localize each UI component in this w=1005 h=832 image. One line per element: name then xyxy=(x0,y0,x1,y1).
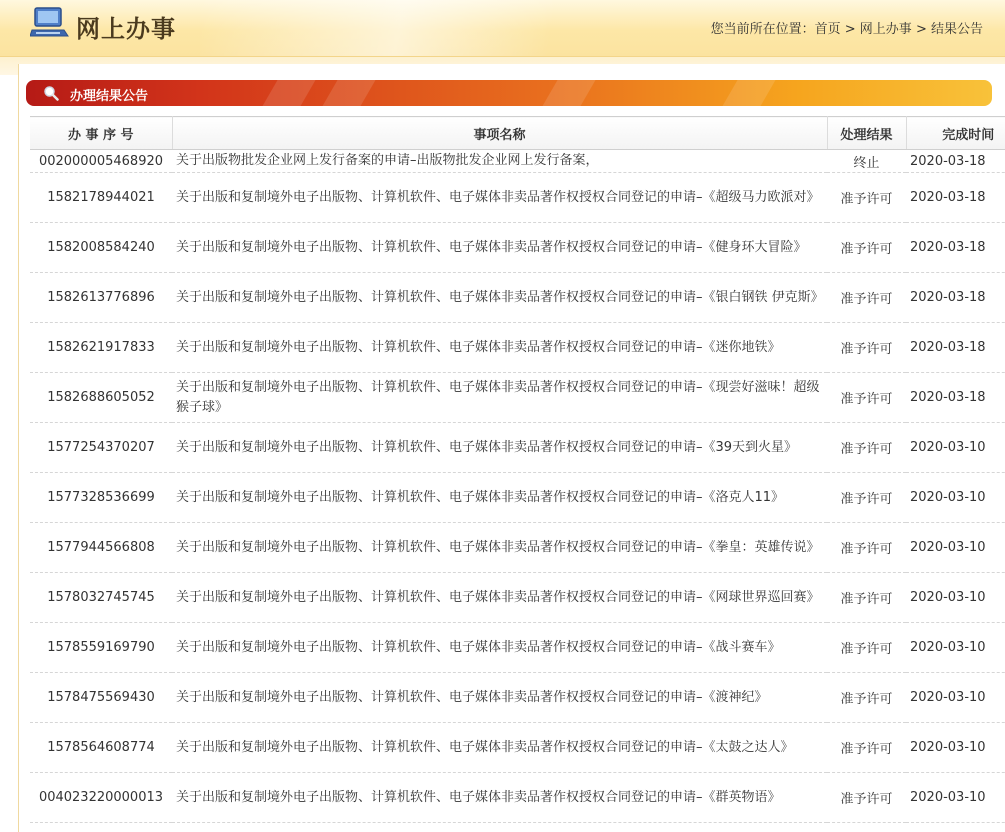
cell-id: 1582621917833 xyxy=(30,323,172,373)
table-row xyxy=(30,323,1005,373)
results-table xyxy=(30,116,1005,823)
cell-time: 2020-03-10 xyxy=(906,673,1005,723)
table-row xyxy=(30,273,1005,323)
table-row xyxy=(30,173,1005,223)
cell-item-name-link[interactable]: 关于出版和复制境外电子出版物、计算机软件、电子媒体非卖品著作权授权合同登记的申请–《39天到火星》 xyxy=(172,423,827,473)
column-header-time: 完成时间 xyxy=(906,117,1005,150)
cell-item-name-link[interactable]: 关于出版和复制境外电子出版物、计算机软件、电子媒体非卖品著作权授权合同登记的申请–《健身环大冒险》 xyxy=(172,223,827,273)
search-icon xyxy=(43,85,59,101)
table-row xyxy=(30,373,1005,423)
cell-time: 2020-03-18 xyxy=(906,173,1005,223)
table-row xyxy=(30,223,1005,273)
cell-result: 准予许可 xyxy=(827,773,906,823)
cell-result: 准予许可 xyxy=(827,523,906,573)
cell-result: 准予许可 xyxy=(827,573,906,623)
cell-item-name-link[interactable]: 关于出版和复制境外电子出版物、计算机软件、电子媒体非卖品著作权授权合同登记的申请–《迷你地铁》 xyxy=(172,323,827,373)
cell-item-name-link[interactable]: 关于出版和复制境外电子出版物、计算机软件、电子媒体非卖品著作权授权合同登记的申请–《渡神纪》 xyxy=(172,673,827,723)
cell-time: 2020-03-18 xyxy=(906,323,1005,373)
table-row xyxy=(30,623,1005,673)
cell-item-name-link[interactable]: 关于出版和复制境外电子出版物、计算机软件、电子媒体非卖品著作权授权合同登记的申请–《银白钢铁 伊克斯》 xyxy=(172,273,827,323)
cell-id: 1578032745745 xyxy=(30,573,172,623)
cell-id: 1578559169790 xyxy=(30,623,172,673)
cell-time: 2020-03-10 xyxy=(906,523,1005,573)
cell-item-name-link[interactable]: 关于出版和复制境外电子出版物、计算机软件、电子媒体非卖品著作权授权合同登记的申请–《网球世界巡回赛》 xyxy=(172,573,827,623)
cell-result: 准予许可 xyxy=(827,373,906,423)
cell-result: 终止 xyxy=(827,150,906,173)
table-row xyxy=(30,773,1005,823)
cell-time: 2020-03-18 xyxy=(906,150,1005,173)
cell-id: 1577328536699 xyxy=(30,473,172,523)
site-header xyxy=(0,0,1005,57)
table-row xyxy=(30,423,1005,473)
cell-result: 准予许可 xyxy=(827,223,906,273)
column-header-result: 处理结果 xyxy=(827,117,906,150)
site-title: 网上办事 xyxy=(76,14,176,43)
breadcrumb-separator: > xyxy=(911,22,931,37)
table-row xyxy=(30,523,1005,573)
breadcrumb-current: 结果公告 xyxy=(930,22,983,37)
cell-item-name-link[interactable]: 关于出版和复制境外电子出版物、计算机软件、电子媒体非卖品著作权授权合同登记的申请–《太鼓之达人》 xyxy=(172,723,827,773)
cell-id: 1578475569430 xyxy=(30,673,172,723)
cell-id: 004023220000013 xyxy=(30,773,172,823)
table-row xyxy=(30,150,1005,173)
cell-time: 2020-03-10 xyxy=(906,773,1005,823)
cell-result: 准予许可 xyxy=(827,323,906,373)
cell-result: 准予许可 xyxy=(827,623,906,673)
bar-stripe xyxy=(709,80,782,106)
cell-item-name-link[interactable]: 关于出版和复制境外电子出版物、计算机软件、电子媒体非卖品著作权授权合同登记的申请–《超级马力欧派对》 xyxy=(172,173,827,223)
cell-id: 1582008584240 xyxy=(30,223,172,273)
cell-time: 2020-03-10 xyxy=(906,473,1005,523)
cell-result: 准予许可 xyxy=(827,673,906,723)
cell-id: 002000005468920 xyxy=(30,150,172,173)
bar-stripe xyxy=(529,80,602,106)
cell-result: 准予许可 xyxy=(827,173,906,223)
cell-result: 准予许可 xyxy=(827,723,906,773)
cell-item-name-link[interactable]: 关于出版和复制境外电子出版物、计算机软件、电子媒体非卖品著作权授权合同登记的申请–《洛克人11》 xyxy=(172,473,827,523)
cell-id: 1582178944021 xyxy=(30,173,172,223)
bar-stripe xyxy=(309,80,382,106)
cell-time: 2020-03-10 xyxy=(906,723,1005,773)
cell-id: 1577254370207 xyxy=(30,423,172,473)
section-title-bar xyxy=(26,80,992,106)
table-row xyxy=(30,673,1005,723)
breadcrumb-prefix: 您当前所在位置： xyxy=(710,22,815,37)
cell-item-name-link[interactable]: 关于出版和复制境外电子出版物、计算机软件、电子媒体非卖品著作权授权合同登记的申请–《现尝好滋味！超级猴子球》 xyxy=(172,373,827,423)
column-header-name: 事项名称 xyxy=(172,117,827,150)
cell-time: 2020-03-10 xyxy=(906,423,1005,473)
table-row xyxy=(30,573,1005,623)
cell-time: 2020-03-18 xyxy=(906,223,1005,273)
cell-result: 准予许可 xyxy=(827,273,906,323)
breadcrumb-home-link[interactable]: 首页 xyxy=(814,22,841,37)
cell-item-name-link[interactable]: 关于出版和复制境外电子出版物、计算机软件、电子媒体非卖品著作权授权合同登记的申请–《战斗赛车》 xyxy=(172,623,827,673)
cell-id: 1578564608774 xyxy=(30,723,172,773)
cell-time: 2020-03-10 xyxy=(906,623,1005,673)
column-header-id: 办 事 序 号 xyxy=(30,117,172,150)
cell-time: 2020-03-18 xyxy=(906,373,1005,423)
cell-item-name-link[interactable]: 关于出版和复制境外电子出版物、计算机软件、电子媒体非卖品著作权授权合同登记的申请–《拳皇：英雄传说》 xyxy=(172,523,827,573)
cell-id: 1582688605052 xyxy=(30,373,172,423)
cell-result: 准予许可 xyxy=(827,473,906,523)
breadcrumb-separator: > xyxy=(840,22,860,37)
breadcrumb-online-service-link[interactable]: 网上办事 xyxy=(859,22,912,37)
table-row xyxy=(30,723,1005,773)
cell-time: 2020-03-18 xyxy=(906,273,1005,323)
breadcrumb xyxy=(711,18,983,37)
cell-item-name-link[interactable]: 关于出版物批发企业网上发行备案的申请–出版物批发企业网上发行备案， xyxy=(172,150,827,173)
table-row xyxy=(30,473,1005,523)
section-title: 办理结果公告 xyxy=(70,89,149,104)
computer-icon xyxy=(30,6,70,40)
cell-id: 1582613776896 xyxy=(30,273,172,323)
cell-id: 1577944566808 xyxy=(30,523,172,573)
table-header-row xyxy=(30,117,1005,150)
bar-stripe xyxy=(249,80,322,106)
cell-time: 2020-03-10 xyxy=(906,573,1005,623)
header-decoration xyxy=(200,0,700,56)
cell-item-name-link[interactable]: 关于出版和复制境外电子出版物、计算机软件、电子媒体非卖品著作权授权合同登记的申请–《群英物语》 xyxy=(172,773,827,823)
cell-result: 准予许可 xyxy=(827,423,906,473)
